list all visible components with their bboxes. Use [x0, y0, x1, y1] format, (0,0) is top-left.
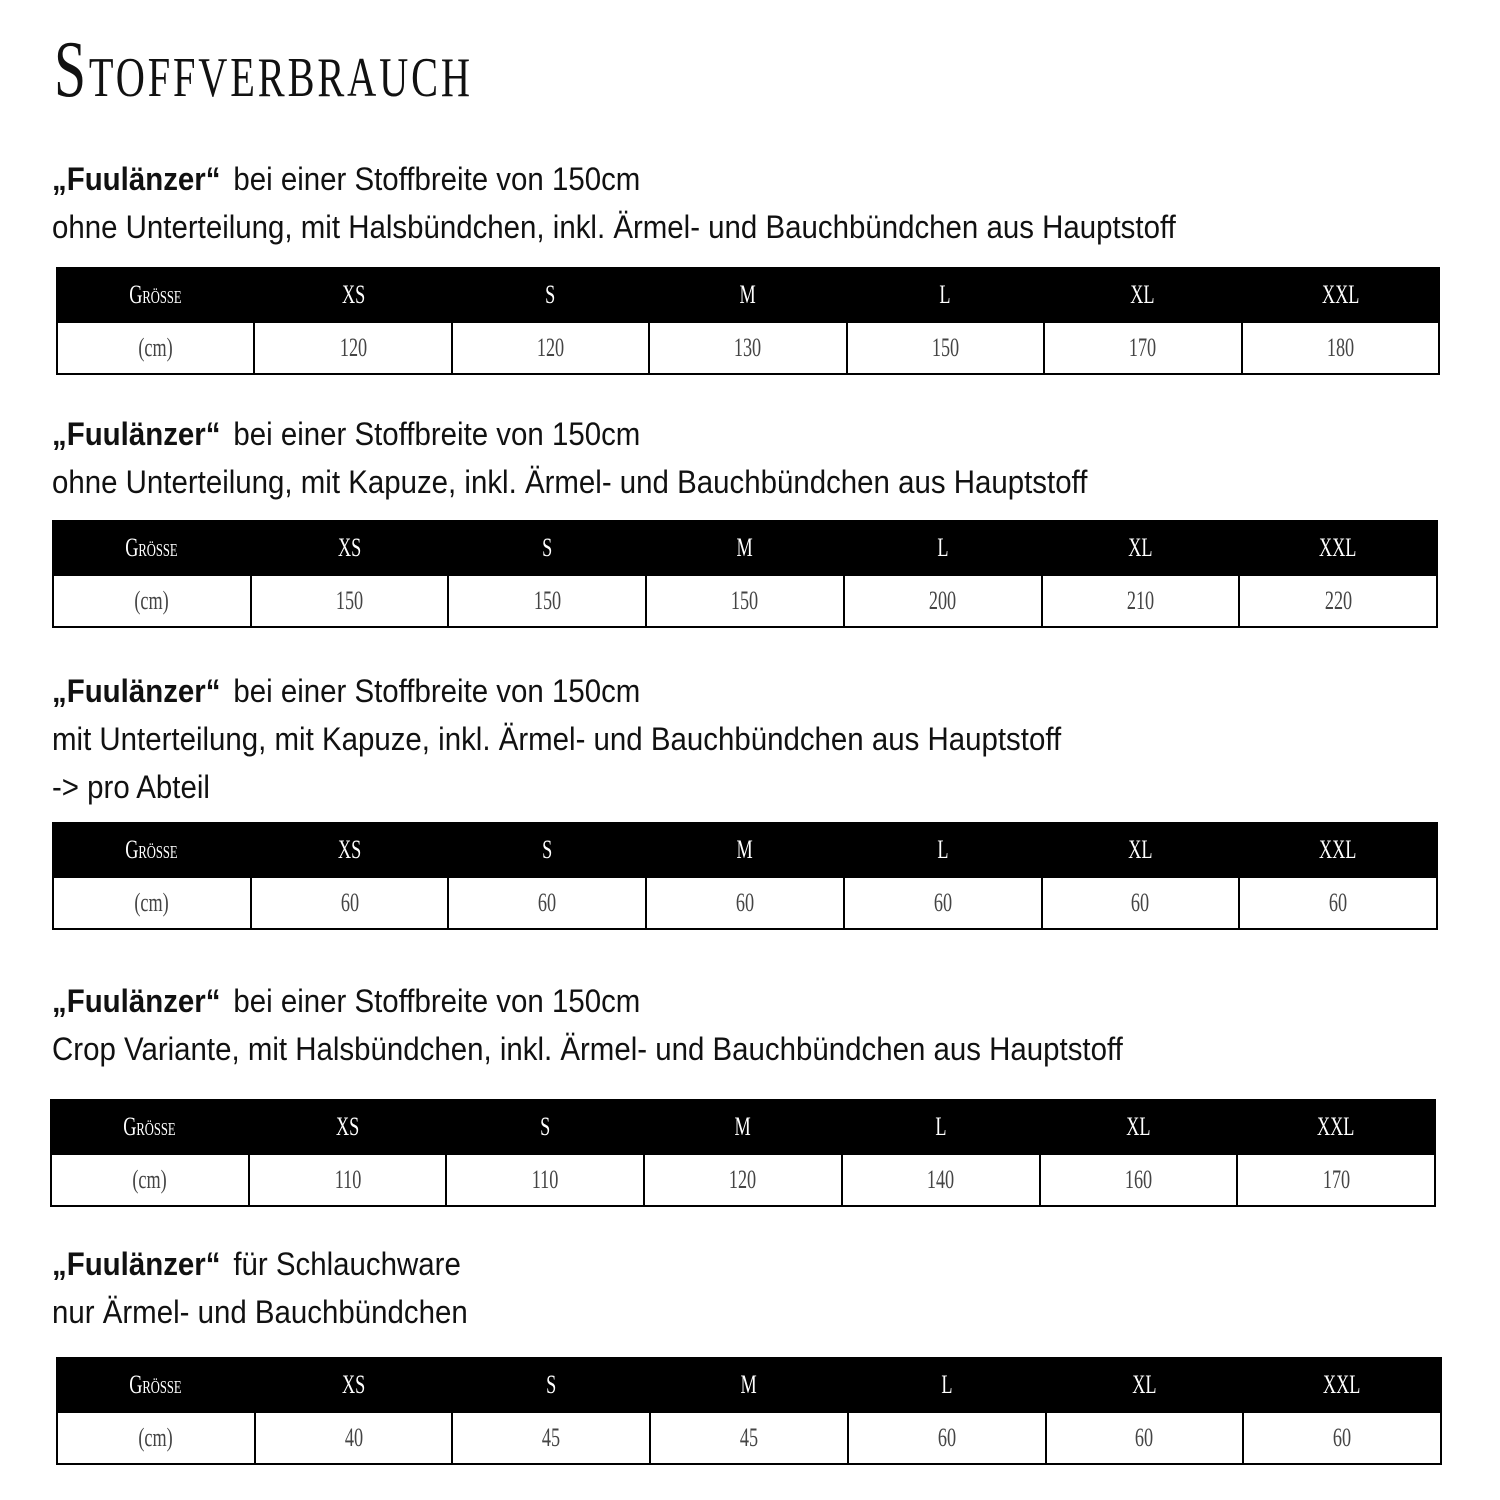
- header-cell: [644, 1100, 842, 1154]
- value: 150: [731, 586, 759, 615]
- unit-label: (cm): [132, 1165, 168, 1194]
- value-cell: [1243, 1412, 1441, 1464]
- header-label: XS: [337, 835, 362, 864]
- value: 130: [734, 333, 762, 362]
- section-heading: [52, 155, 1176, 203]
- header-label: S: [542, 835, 553, 864]
- table-row: [51, 1154, 1435, 1206]
- header-label: L: [935, 1112, 947, 1141]
- value-cell: [644, 1154, 842, 1206]
- value: 60: [538, 888, 557, 917]
- value: 120: [536, 333, 565, 362]
- value-cell: [251, 575, 449, 627]
- value-cell: [255, 1412, 453, 1464]
- header-cell: [842, 1100, 1040, 1154]
- section-heading: [52, 977, 1123, 1025]
- section-note: -> pro Abteil: [52, 769, 210, 805]
- header-label: Größe: [123, 1112, 177, 1141]
- value: 150: [533, 586, 561, 615]
- product-name: „Fuulänzer“: [52, 983, 221, 1019]
- value-cell: [842, 1154, 1040, 1206]
- header-cell: [847, 268, 1044, 322]
- value-cell: [251, 877, 449, 929]
- header-label: Größe: [129, 1370, 183, 1399]
- header-label: M: [739, 280, 757, 309]
- value: 150: [335, 586, 364, 615]
- value-cell: [1044, 322, 1241, 374]
- header-label: XS: [341, 1370, 366, 1399]
- header-cell: [1046, 1358, 1244, 1412]
- value: 60: [340, 888, 359, 917]
- value-cell: [448, 877, 646, 929]
- header-cell: [51, 1100, 249, 1154]
- value: 210: [1126, 586, 1155, 615]
- value: 110: [531, 1165, 559, 1194]
- header-label: XS: [341, 280, 365, 309]
- header-label: L: [937, 533, 949, 562]
- table-row: [57, 322, 1439, 374]
- heading-text: für Schlauchware: [233, 1246, 461, 1282]
- header-label: XXL: [1323, 1370, 1361, 1399]
- header-label: XS: [335, 1112, 360, 1141]
- header-cell: [452, 1358, 650, 1412]
- header-label: XL: [1130, 280, 1155, 309]
- value-cell: [649, 322, 846, 374]
- value-cell: [848, 1412, 1046, 1464]
- value-cell: [452, 1412, 650, 1464]
- value: 140: [927, 1165, 955, 1194]
- heading-text: bei einer Stoffbreite von 150cm: [233, 416, 641, 452]
- header-label: L: [937, 835, 949, 864]
- header-label: XXL: [1321, 280, 1359, 309]
- value: 40: [344, 1423, 363, 1452]
- unit-label: (cm): [138, 1423, 174, 1452]
- header-label: XXL: [1319, 533, 1357, 562]
- header-cell: [448, 823, 646, 877]
- table-header-row: [57, 268, 1439, 322]
- header-cell: [1040, 1100, 1238, 1154]
- header-cell: [1044, 268, 1241, 322]
- header-cell: [448, 521, 646, 575]
- value: 110: [334, 1165, 361, 1194]
- table-row: [53, 575, 1437, 627]
- section-2: [52, 410, 1177, 506]
- header-cell: [1239, 521, 1437, 575]
- table-header-row: [53, 521, 1437, 575]
- value-cell: [53, 877, 251, 929]
- header-label: S: [545, 280, 556, 309]
- product-name: „Fuulänzer“: [52, 673, 221, 709]
- value-cell: [1239, 575, 1437, 627]
- header-label: S: [540, 1112, 551, 1141]
- header-label: M: [734, 1112, 752, 1141]
- header-cell: [57, 1358, 255, 1412]
- header-label: XS: [337, 533, 362, 562]
- value: 60: [735, 888, 755, 917]
- unit-label: (cm): [134, 888, 170, 917]
- header-label: S: [546, 1370, 557, 1399]
- header-cell: [255, 1358, 453, 1412]
- value-cell: [847, 322, 1044, 374]
- table-header-row: [51, 1100, 1435, 1154]
- page-title: Stoffverbrauch: [54, 26, 473, 114]
- heading-text: bei einer Stoffbreite von 150cm: [233, 161, 641, 197]
- section-description: Crop Variante, mit Halsbündchen, inkl. Ärmel- und Bauchbündchen aus Hauptstoff: [52, 1031, 1123, 1067]
- table-row: [53, 877, 1437, 929]
- header-cell: [646, 823, 844, 877]
- value-cell: [448, 575, 646, 627]
- header-label: Größe: [125, 533, 179, 562]
- fabric-table-4: [50, 1099, 1436, 1207]
- section-heading: [52, 667, 1061, 715]
- header-label: L: [939, 280, 951, 309]
- value-cell: [1239, 877, 1437, 929]
- value: 150: [931, 333, 960, 362]
- value-cell: [452, 322, 649, 374]
- fabric-table-5: [56, 1357, 1442, 1465]
- value-cell: [650, 1412, 848, 1464]
- value-cell: [446, 1154, 644, 1206]
- value: 60: [933, 888, 952, 917]
- section-3: [52, 667, 1149, 811]
- fabric-table-3: [52, 822, 1438, 930]
- fabric-table-1: [56, 267, 1440, 375]
- value: 120: [729, 1165, 757, 1194]
- header-label: Größe: [125, 835, 179, 864]
- value: 60: [1135, 1423, 1154, 1452]
- header-cell: [649, 268, 846, 322]
- value: 60: [1333, 1423, 1352, 1452]
- header-cell: [1239, 823, 1437, 877]
- header-cell: [254, 268, 451, 322]
- product-name: „Fuulänzer“: [52, 161, 221, 197]
- header-cell: [251, 521, 449, 575]
- header-cell: [249, 1100, 447, 1154]
- section-4: [52, 977, 1216, 1073]
- value: 170: [1129, 333, 1157, 362]
- header-label: M: [740, 1370, 758, 1399]
- value-cell: [57, 1412, 255, 1464]
- value-cell: [254, 322, 451, 374]
- value: 60: [937, 1423, 956, 1452]
- value: 60: [1329, 888, 1348, 917]
- value-cell: [53, 575, 251, 627]
- value: 160: [1124, 1165, 1153, 1194]
- value-cell: [1046, 1412, 1244, 1464]
- section-heading: [52, 1240, 468, 1288]
- section-description: ohne Unterteilung, mit Halsbündchen, inkl. Ärmel- und Bauchbündchen aus Hauptstoff: [52, 209, 1176, 245]
- header-cell: [1042, 521, 1240, 575]
- heading-text: bei einer Stoffbreite von 150cm: [233, 673, 641, 709]
- product-name: „Fuulänzer“: [52, 416, 221, 452]
- header-label: XL: [1126, 1112, 1151, 1141]
- value: 60: [1131, 888, 1150, 917]
- header-cell: [848, 1358, 1046, 1412]
- value: 170: [1322, 1165, 1350, 1194]
- value: 120: [339, 333, 367, 362]
- section-description: ohne Unterteilung, mit Kapuze, inkl. Ärmel- und Bauchbündchen aus Hauptstoff: [52, 464, 1088, 500]
- header-cell: [251, 823, 449, 877]
- section-description: nur Ärmel- und Bauchbündchen: [52, 1294, 468, 1330]
- value-cell: [1042, 877, 1240, 929]
- table-row: [57, 1412, 1441, 1464]
- header-cell: [650, 1358, 848, 1412]
- section-5: [52, 1240, 504, 1336]
- value: 180: [1326, 333, 1354, 362]
- table-header-row: [57, 1358, 1441, 1412]
- header-cell: [646, 521, 844, 575]
- value-cell: [844, 575, 1042, 627]
- value-cell: [646, 877, 844, 929]
- header-cell: [53, 823, 251, 877]
- value-cell: [1040, 1154, 1238, 1206]
- value-cell: [51, 1154, 249, 1206]
- value-cell: [1242, 322, 1439, 374]
- section-description: mit Unterteilung, mit Kapuze, inkl. Ärmel- und Bauchbündchen aus Hauptstoff: [52, 721, 1062, 757]
- header-cell: [1242, 268, 1439, 322]
- header-cell: [1042, 823, 1240, 877]
- value: 200: [929, 586, 957, 615]
- header-label: M: [736, 835, 754, 864]
- value-cell: [1237, 1154, 1435, 1206]
- header-cell: [1243, 1358, 1441, 1412]
- header-label: S: [542, 533, 553, 562]
- value-cell: [646, 575, 844, 627]
- header-label: XXL: [1319, 835, 1357, 864]
- unit-label: (cm): [138, 333, 173, 362]
- header-label: XXL: [1317, 1112, 1355, 1141]
- value-cell: [844, 877, 1042, 929]
- header-cell: [1237, 1100, 1435, 1154]
- header-cell: [57, 268, 254, 322]
- header-label: L: [941, 1370, 953, 1399]
- table-header-row: [53, 823, 1437, 877]
- header-label: M: [736, 533, 754, 562]
- header-cell: [446, 1100, 644, 1154]
- value-cell: [57, 322, 254, 374]
- value: 220: [1324, 586, 1352, 615]
- value-cell: [1042, 575, 1240, 627]
- header-cell: [53, 521, 251, 575]
- header-label: XL: [1132, 1370, 1157, 1399]
- header-cell: [844, 521, 1042, 575]
- product-name: „Fuulänzer“: [52, 1246, 221, 1282]
- section-1: [52, 155, 1273, 251]
- value: 45: [739, 1423, 759, 1452]
- fabric-table-2: [52, 520, 1438, 628]
- header-cell: [452, 268, 649, 322]
- header-label: XL: [1128, 835, 1153, 864]
- header-cell: [844, 823, 1042, 877]
- value: 45: [542, 1423, 561, 1452]
- unit-label: (cm): [134, 586, 170, 615]
- heading-text: bei einer Stoffbreite von 150cm: [233, 983, 641, 1019]
- header-label: Größe: [129, 280, 182, 309]
- header-label: XL: [1128, 533, 1153, 562]
- section-heading: [52, 410, 1087, 458]
- value-cell: [249, 1154, 447, 1206]
